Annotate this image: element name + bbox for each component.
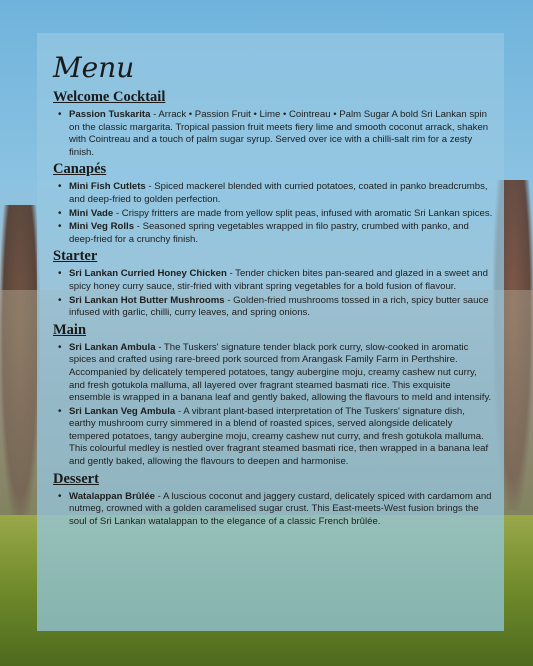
section-list-welcome-cocktail — [53, 109, 494, 159]
section-heading-starter: Starter — [53, 248, 98, 265]
menu-item-desc: - A luscious coconut and jaggery custard, delicately spiced with cardamom and nutmeg, crowned with a golden caramelised sugar crust. This East-meets-West fusion brings the soul of Sri Lankan watalappan to the elegance of a classic French brûlée. — [69, 490, 492, 527]
menu-item-name: Sri Lankan Ambula — [69, 341, 156, 353]
section-heading-dessert: Dessert — [53, 470, 99, 487]
section-list-canapes — [53, 181, 494, 246]
menu-item-desc: - The Tuskers' signature tender black pork curry, slow-cooked in aromatic spices and crafted using rare-breed pork sourced from Arangask Family Farm in Perthshire. Accompanied by delicately tempered potatoes, tangy aubergine moju, creamy cashew nut curry, and fresh gotukola malluma, all layered over fragrant steamed basmati rice. This exquisite ensemble is wrapped in a banana leaf and gently baked, allowing the flavours to meld and intensify. — [69, 341, 492, 404]
menu-panel — [37, 33, 504, 631]
menu-item — [69, 221, 494, 246]
menu-item-name: Watalappan Brûlée — [69, 490, 156, 502]
menu-item — [69, 109, 494, 159]
menu-title: Menu — [53, 51, 135, 84]
menu-item — [69, 208, 494, 221]
menu-item-name: Sri Lankan Veg Ambula — [69, 405, 176, 417]
menu-item-name: Mini Veg Rolls — [69, 221, 135, 233]
section-list-starter — [53, 268, 494, 319]
section-heading-main: Main — [53, 321, 87, 338]
menu-item-name: Passion Tuskarita — [69, 109, 151, 120]
menu-item-desc: - Crispy fritters are made from yellow split peas, infused with aromatic Sri Lankan spices. — [113, 207, 493, 219]
menu-item-name: Sri Lankan Curried Honey Chicken — [69, 268, 227, 280]
section-list-main — [53, 342, 494, 469]
menu-item-name: Mini Fish Cutlets — [69, 181, 146, 193]
menu-item — [69, 406, 494, 469]
menu-item — [69, 342, 494, 405]
menu-item-name: Mini Vade — [69, 207, 114, 219]
section-heading-welcome-cocktail: Welcome Cocktail — [53, 89, 166, 105]
menu-item-name: Sri Lankan Hot Butter Mushrooms — [69, 294, 225, 306]
menu-item — [69, 268, 494, 293]
menu-item-desc: - Tender chicken bites pan-seared and glazed in a sweet and spicy honey curry sauce, stir-fried with vibrant spring vegetables for a bold fusion of flavour. — [69, 268, 488, 292]
menu-item — [69, 295, 494, 320]
section-list-dessert — [53, 491, 494, 529]
menu-item — [69, 491, 494, 529]
menu-item-desc: - Arrack • Passion Fruit • Lime • Cointreau • Palm Sugar A bold Sri Lankan spin on the classic margarita. Tropical passion fruit meets fiery lime and smooth coconut arrack, shaken with Cointreau and a touch of palm sugar syrup. Served over ice with a chilli-salt rim for a zesty finish. — [69, 109, 489, 158]
menu-item-desc: - Spiced mackerel blended with curried potatoes, coated in panko breadcrumbs, and deep-fried to golden perfection. — [69, 181, 488, 205]
menu-item-desc: - Golden-fried mushrooms tossed in a rich, spicy butter sauce infused with garlic, chilli, curry leaves, and spring onions. — [69, 294, 489, 319]
menu-item-desc: - A vibrant plant-based interpretation of The Tuskers' signature dish, earthy mushroom curry simmered in a blend of roasted spices, served alongside delicately tempered potatoes, tangy aubergine moju, creamy cashew nut curry, and fresh gotukola malluma. This colourful medley is nestled over fragrant steamed basmati rice, then wrapped in a banana leaf and gently baked, allowing the flavours to deepen and harmonise. — [69, 405, 489, 468]
menu-item — [69, 181, 494, 206]
section-heading-canapes: Canapés — [53, 161, 107, 178]
menu-item-desc: - Seasoned spring vegetables wrapped in filo pastry, crumbed with panko, and deep-fried for a crunchy finish. — [69, 221, 469, 245]
